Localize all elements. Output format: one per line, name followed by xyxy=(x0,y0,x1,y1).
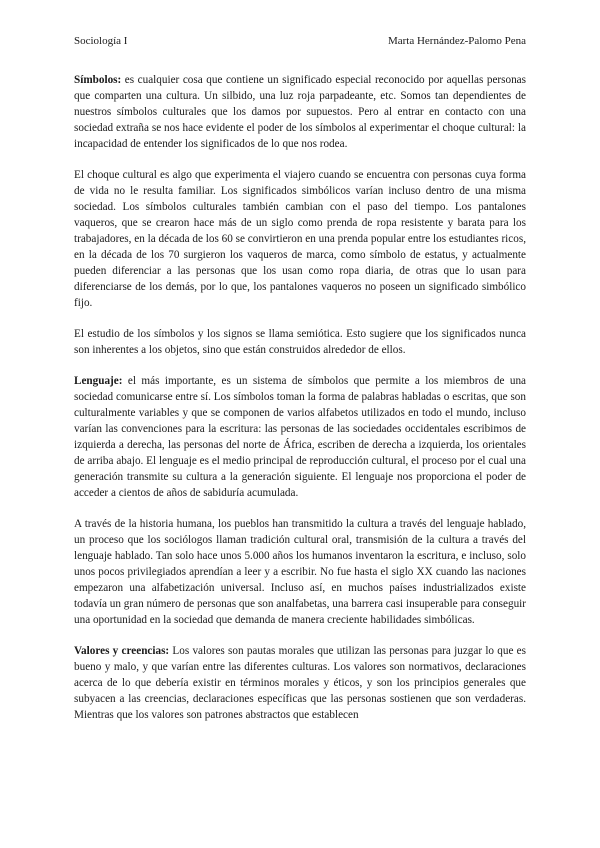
paragraph-lenguaje xyxy=(74,373,526,501)
paragraph-text: El choque cultural es algo que experimenta el viajero cuando se encuentra con personas cuya forma de vida no le resulta familiar. Los significados simbólicos varían incluso dentro de una misma sociedad. Los símbolos culturales también cambian con el paso del tiempo. Los pantalones vaqueros, que se crearon hace más de un siglo como prenda de ropa resistente y barata para los trabajadores, en la década de los 60 se convirtieron en una prenda popular entre los estudiantes ricos, en la década de los 70 surgieron los vaqueros de marca, como símbolo de estatus, y actualmente pueden diferenciar a las personas que los usan como ropa diaria, de otras que lo usan para diferenciarse de los demás, por lo que, los pantalones vaqueros no poseen un significado simbólico fijo. xyxy=(74,169,526,309)
paragraph-simbolos xyxy=(74,72,526,152)
paragraph-text: el más importante, es un sistema de símbolos que permite a los miembros de una sociedad comunicarse entre sí. Los símbolos toman la forma de palabras habladas o escritas, que son culturalmente variables y que se componen de varios alfabetos utilizados en todo el mundo, incluso varían las convenciones para la escritura: las personas de las sociedades occidentales escribimos de izquierda a derecha, las personas del norte de África, escriben de derecha a izquierda, los orientales de arriba abajo. El lenguaje es el medio principal de reproducción cultural, el proceso por el cual una generación transmite su cultura a la generación siguiente. El lenguaje nos proporciona el poder de acceder a cientos de años de sabiduría acumulada. xyxy=(74,375,526,499)
term-valores-creencias: Valores y creencias: xyxy=(74,645,170,657)
header-author: Marta Hernández-Palomo Pena xyxy=(387,35,526,47)
header-course: Sociología I xyxy=(74,35,128,47)
paragraph-text: El estudio de los símbolos y los signos se llama semiótica. Esto sugiere que los significados nunca son inherentes a los objetos, sino que están construidos alrededor de ellos. xyxy=(74,328,526,356)
paragraph-text: A través de la historia humana, los pueblos han transmitido la cultura a través del lenguaje hablado, un proceso que los sociólogos llaman tradición cultural oral, transmisión de la cultura a través del lenguaje hablado. Tan solo hace unos 5.000 años los humanos inventaron la escritura, e incluso, solo unos pocos privilegiados aprendían a leer y a escribir. No fue hasta el siglo XX cuando las naciones empezaron una alfabetización universal. Incluso así, en muchos países industrializados existe todavía un gran número de personas que son analfabetas, una barrera casi insuperable para conseguir una oportunidad en la sociedad que demanda de manera creciente habilidades simbólicas. xyxy=(74,518,526,626)
paragraph-choque-cultural xyxy=(74,167,526,311)
paragraph-text: Los valores son pautas morales que utilizan las personas para juzgar lo que es bueno y malo, y que varían entre las diferentes culturas. Los valores son normativos, declaraciones acerca de lo que debería existir en términos morales y éticos, y son los principios generales que subyacen a las creencias, declaraciones específicas que las personas sostienen que son verdaderas. Mientras que los valores son patrones abstractos que establecen xyxy=(74,645,527,721)
paragraph-semiotica xyxy=(74,326,526,358)
page-header xyxy=(74,34,526,48)
term-simbolos: Símbolos: xyxy=(74,74,122,86)
document-body xyxy=(74,72,526,738)
paragraph-valores xyxy=(74,643,526,723)
paragraph-tradicion-oral xyxy=(74,516,526,628)
paragraph-text: es cualquier cosa que contiene un significado especial reconocido por aquellas personas que comparten una cultura. Un silbido, una luz roja parpadeante, etc. Somos tan dependientes de nuestros símbolos culturales que los damos por supuestos. Pero al entrar en contacto con una sociedad extraña se nos hace evidente el poder de los símbolos al experimentar el choque cultural: la incapacidad de entender los significados de lo que nos rodea. xyxy=(74,74,526,150)
term-lenguaje: Lenguaje: xyxy=(74,375,123,387)
